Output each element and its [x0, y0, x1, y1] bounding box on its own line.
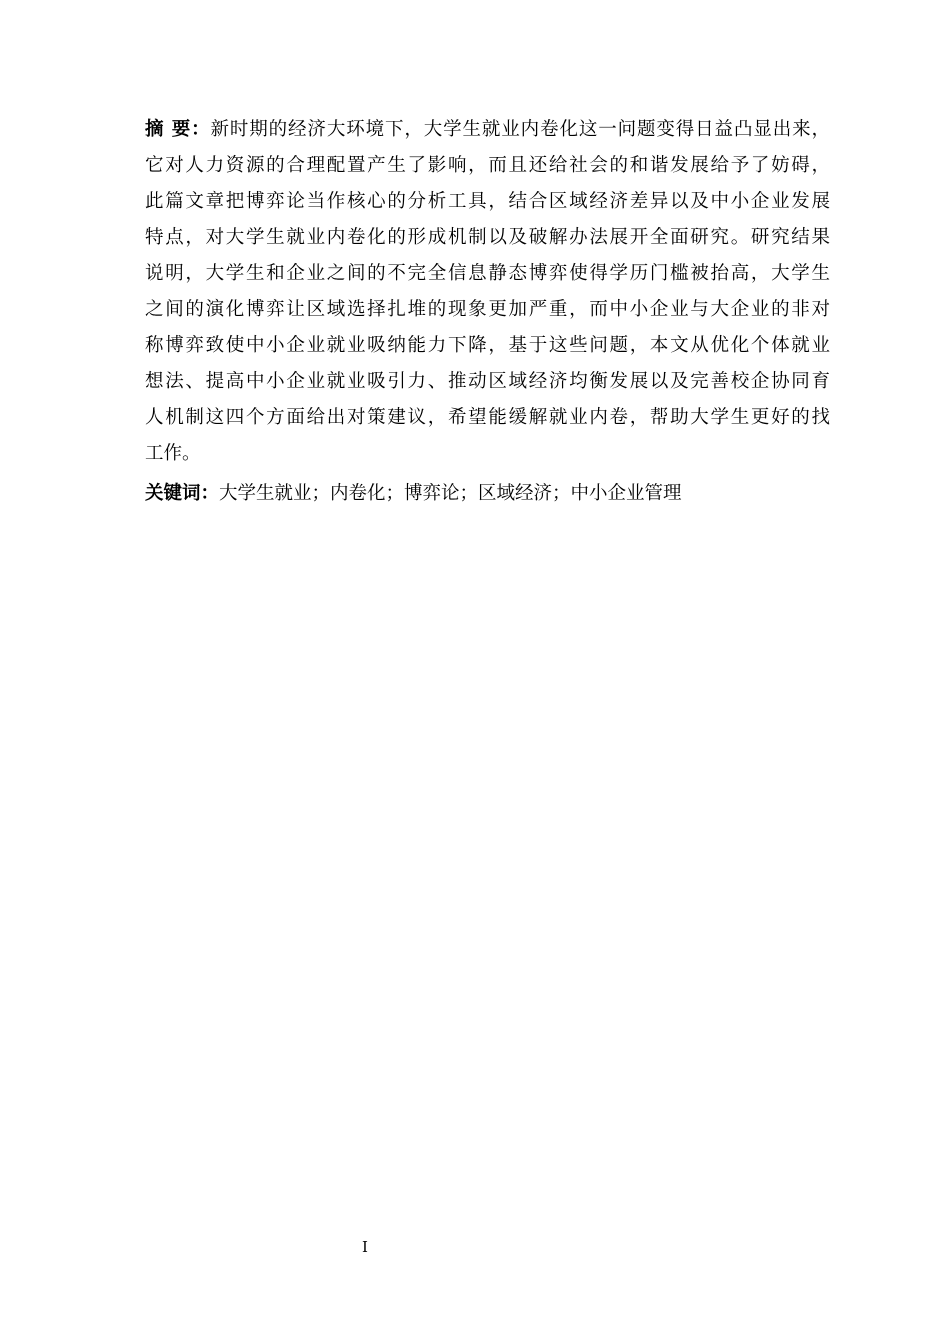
abstract-line: 它对人力资源的合理配置产生了影响，而且还给社会的和谐发展给予了妨碍，: [145, 155, 830, 176]
abstract-body: [145, 112, 830, 472]
abstract-label: 摘 要：: [145, 119, 211, 140]
abstract-line: 说明，大学生和企业之间的不完全信息静态博弈使得学历门槛被抬高，大学生: [145, 263, 830, 284]
abstract-line: 此篇文章把博弈论当作核心的分析工具，结合区域经济差异以及中小企业发展: [145, 191, 830, 212]
keywords-text: 大学生就业；内卷化；博弈论；区域经济；中小企业管理: [219, 483, 682, 504]
abstract-line: 特点，对大学生就业内卷化的形成机制以及破解办法展开全面研究。研究结果: [145, 227, 830, 248]
abstract-line-text: 新时期的经济大环境下，大学生就业内卷化这一问题变得日益凸显出来，: [210, 119, 830, 140]
abstract-line: 称博弈致使中小企业就业吸纳能力下降，基于这些问题，本文从优化个体就业: [145, 335, 830, 356]
abstract-line: 工作。: [145, 443, 201, 464]
keywords-label: 关键词：: [145, 483, 220, 504]
abstract-section: [145, 112, 830, 512]
page-number: I: [362, 1238, 368, 1256]
keywords-line: [145, 476, 830, 512]
abstract-line: [145, 112, 830, 148]
abstract-line: 人机制这四个方面给出对策建议，希望能缓解就业内卷，帮助大学生更好的找: [145, 407, 830, 428]
abstract-line: 想法、提高中小企业就业吸引力、推动区域经济均衡发展以及完善校企协同育: [145, 371, 830, 392]
abstract-line: 之间的演化博弈让区域选择扎堆的现象更加严重，而中小企业与大企业的非对: [145, 299, 830, 320]
